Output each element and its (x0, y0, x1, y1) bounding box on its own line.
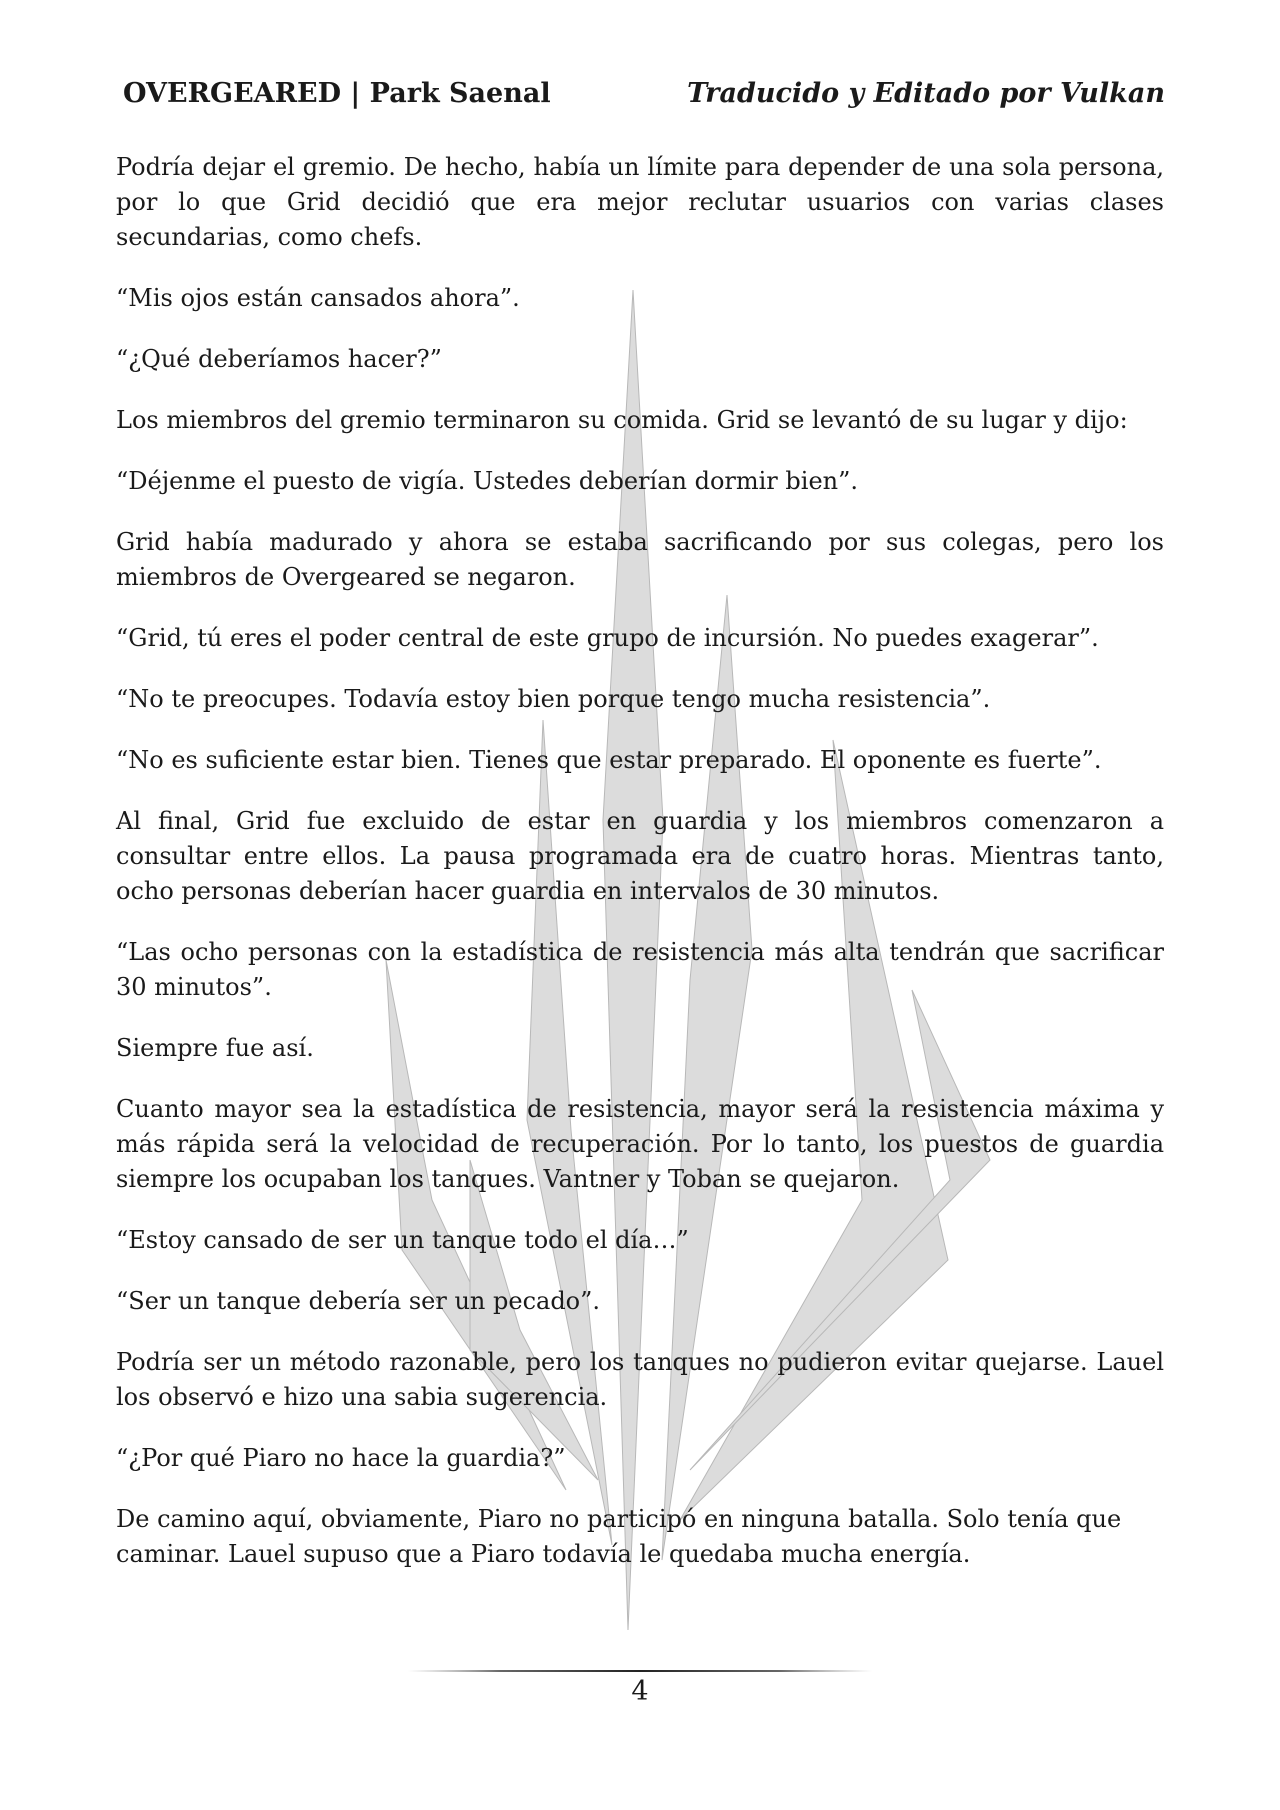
paragraph: Siempre fue así. (116, 1034, 314, 1062)
paragraph: “No es suficiente estar bien. Tienes que estar preparado. El oponente es fuerte”. (116, 746, 1102, 774)
paragraph: “Déjenme el puesto de vigía. Ustedes deberían dormir bien”. (116, 467, 859, 495)
paragraph: Grid había madurado y ahora se estaba sacrificando por sus colegas, pero los miembros de Overgeared se negaron. (116, 528, 1164, 591)
paragraph: “Ser un tanque debería ser un pecado”. (116, 1287, 601, 1315)
paragraph: Cuanto mayor sea la estadística de resistencia, mayor será la resistencia máxima y más rápida será la velocidad de recuperación. Por lo tanto, los puestos de guardia siempre los ocupaban los tanques. Vantner y Toban se quejaron. (116, 1095, 1164, 1193)
paragraph: De camino aquí, obviamente, Piaro no participó en ninguna batalla. Solo tenía que caminar. Lauel supuso que a Piaro todavía le quedaba mucha energía. (116, 1505, 1122, 1568)
paragraph: “Estoy cansado de ser un tanque todo el día…” (116, 1226, 689, 1254)
paragraph: Podría ser un método razonable, pero los tanques no pudieron evitar quejarse. Lauel los observó e hizo una sabia sugerencia. (116, 1348, 1164, 1411)
header-book-title: OVERGEARED | Park Saenal (123, 78, 551, 109)
paragraph: Podría dejar el gremio. De hecho, había un límite para depender de una sola persona, por lo que Grid decidió que era mejor reclutar usuarios con varias clases secundarias, como chefs. (116, 153, 1164, 251)
page-header (123, 74, 1165, 114)
page-body (116, 150, 1164, 1598)
header-translator-credit: Traducido y Editado por Vulkan (687, 78, 1165, 109)
paragraph: “¿Por qué Piaro no hace la guardia?” (116, 1444, 566, 1472)
paragraph: “Grid, tú eres el poder central de este grupo de incursión. No puedes exagerar”. (116, 624, 1099, 652)
paragraph: “¿Qué deberíamos hacer?” (116, 345, 442, 373)
paragraph: Al final, Grid fue excluido de estar en guardia y los miembros comenzaron a consultar entre ellos. La pausa programada era de cuatro horas. Mientras tanto, ocho personas deberían hacer guardia en intervalos de 30 minutos. (116, 807, 1164, 905)
paragraph: “Mis ojos están cansados ahora”. (116, 284, 520, 312)
paragraph: “Las ocho personas con la estadística de resistencia más alta tendrán que sacrificar 30 minutos”. (116, 938, 1164, 1001)
paragraph: Los miembros del gremio terminaron su comida. Grid se levantó de su lugar y dijo: (116, 406, 1128, 434)
paragraph: “No te preocupes. Todavía estoy bien porque tengo mucha resistencia”. (116, 685, 991, 713)
page-number: 4 (631, 1676, 649, 1707)
